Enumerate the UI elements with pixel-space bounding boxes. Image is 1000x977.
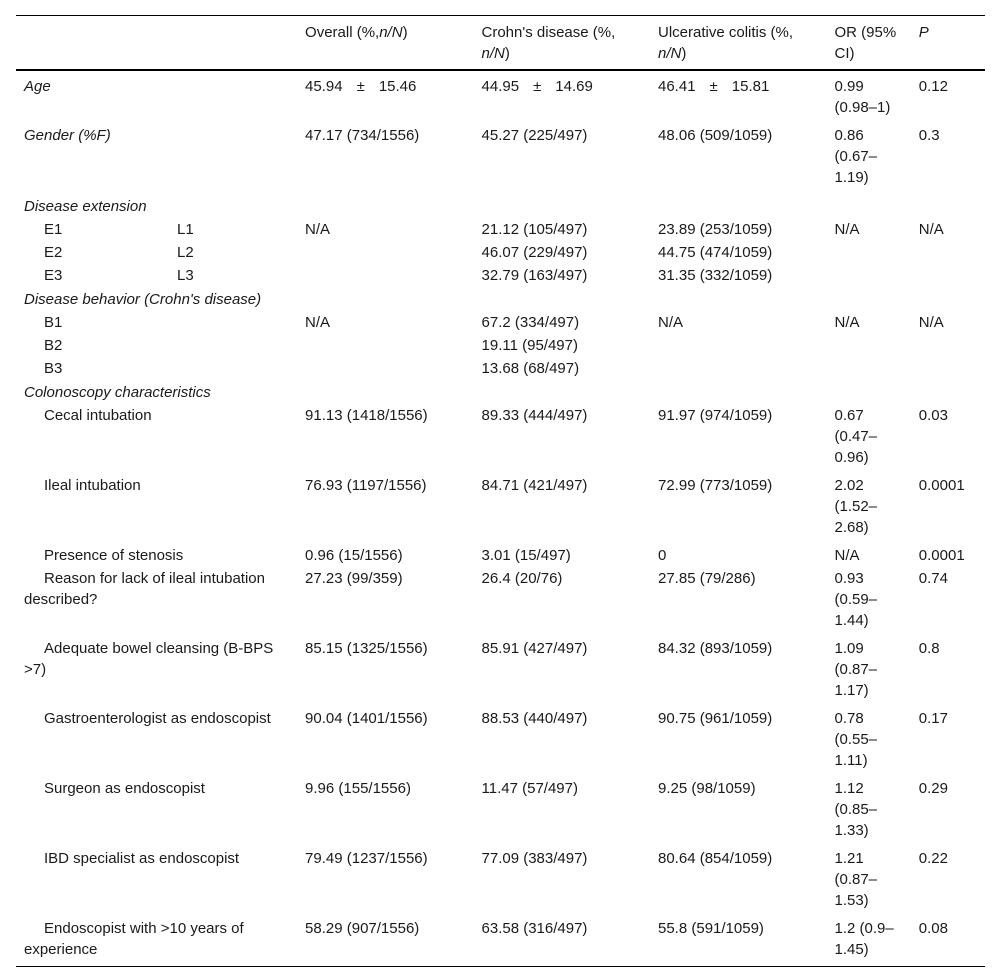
cell-or: N/A: [834, 221, 860, 238]
cell-or: [826, 264, 910, 287]
cell-p: 0.3: [918, 127, 940, 144]
row-label: B2: [44, 337, 63, 354]
header-p: P: [918, 24, 929, 41]
cell-uc: 55.8 (591/1059): [658, 920, 764, 937]
row-label: Cecal intubation: [44, 407, 152, 424]
cell-crohn: 88.53 (440/497): [481, 710, 588, 727]
cell-uc: 84.32 (893/1059): [658, 640, 773, 657]
cell-p: 0.0001: [918, 477, 965, 494]
table-row-stenosis: [16, 544, 985, 567]
table-row-behavior-1: [16, 311, 985, 334]
cell-crohn: 63.58 (316/497): [481, 920, 588, 937]
cell-crohn: 85.91 (427/497): [481, 640, 588, 657]
cell-p: N/A: [918, 221, 944, 238]
cell-crohn: 44.95 ± 14.69: [481, 78, 593, 95]
cell-crohn: 21.12 (105/497): [481, 221, 588, 238]
section-label: Disease behavior (Crohn's disease): [24, 291, 262, 308]
cell-or: [826, 357, 910, 380]
table-row-reason-ileal: [16, 567, 985, 637]
row-label: Gender (%F): [24, 127, 111, 144]
row-label: B1: [44, 314, 63, 331]
cell-or: [826, 334, 910, 357]
cell-overall: N/A: [305, 314, 331, 331]
cell-crohn: 45.27 (225/497): [481, 127, 588, 144]
row-label: Endoscopist with >10 years of experience: [24, 920, 244, 958]
cell-p: 0.0001: [918, 547, 965, 564]
cell-crohn: 89.33 (444/497): [481, 407, 588, 424]
header-uc: Ulcerative colitis (%, n/N): [658, 24, 794, 62]
row-label: B3: [44, 360, 63, 377]
cell-overall: 85.15 (1325/1556): [305, 640, 428, 657]
cell-or: [826, 241, 910, 264]
cell-overall: 58.29 (907/1556): [305, 920, 420, 937]
table-row-extension-3: [16, 264, 985, 287]
section-label: Disease extension: [24, 198, 147, 215]
cell-p: N/A: [918, 314, 944, 331]
table-row-experience: [16, 917, 985, 967]
section-label: Colonoscopy characteristics: [24, 384, 211, 401]
cell-p: 0.8: [918, 640, 940, 657]
cell-overall: 27.23 (99/359): [305, 570, 403, 587]
cell-overall: [297, 264, 473, 287]
cell-uc: 46.41 ± 15.81: [658, 78, 770, 95]
cell-overall: 76.93 (1197/1556): [305, 477, 427, 494]
row-label: Presence of stenosis: [44, 547, 184, 564]
cell-p: 0.29: [918, 780, 948, 797]
cell-p: [911, 357, 985, 380]
characteristics-table-container: [16, 15, 985, 967]
table-row-gastroenterologist: [16, 707, 985, 777]
cell-uc: 31.35 (332/1059): [658, 267, 773, 284]
cell-uc: 48.06 (509/1059): [658, 127, 773, 144]
cell-crohn: 19.11 (95/497): [481, 337, 578, 354]
section-colonoscopy: [16, 380, 985, 404]
row-label: Ileal intubation: [44, 477, 141, 494]
cell-crohn: 84.71 (421/497): [481, 477, 588, 494]
cell-or: 1.2 (0.9–1.45): [834, 920, 894, 958]
cell-crohn: 11.47 (57/497): [481, 780, 578, 797]
row-label: Adequate bowel cleansing (B-BPS >7): [24, 640, 274, 678]
cell-crohn: 46.07 (229/497): [481, 244, 588, 261]
cell-uc: N/A: [658, 314, 684, 331]
cell-overall: 0.96 (15/1556): [305, 547, 403, 564]
header-overall: Overall (%,n/N): [305, 24, 408, 41]
cell-overall: 45.94 ± 15.46: [305, 78, 417, 95]
cell-or: 1.12 (0.85–1.33): [834, 780, 878, 839]
cell-p: [911, 264, 985, 287]
cell-uc: 72.99 (773/1059): [658, 477, 773, 494]
table-row-age: [16, 70, 985, 124]
cell-overall: 90.04 (1401/1556): [305, 710, 428, 727]
cell-crohn: 32.79 (163/497): [481, 267, 588, 284]
table-row-ileal-intubation: [16, 474, 985, 544]
cell-or: 0.93 (0.59–1.44): [834, 570, 878, 629]
row-label: E1 L1: [44, 221, 194, 238]
table-header-row: [16, 16, 985, 71]
cell-overall: 9.96 (155/1556): [305, 780, 411, 797]
cell-uc: 23.89 (253/1059): [658, 221, 773, 238]
cell-overall: N/A: [305, 221, 331, 238]
cell-p: 0.22: [918, 850, 948, 867]
section-disease-behavior: [16, 287, 985, 311]
cell-uc: [650, 357, 826, 380]
cell-uc: 9.25 (98/1059): [658, 780, 756, 797]
cell-uc: 27.85 (79/286): [658, 570, 756, 587]
cell-p: 0.17: [918, 710, 948, 727]
cell-overall: 79.49 (1237/1556): [305, 850, 428, 867]
cell-uc: [650, 334, 826, 357]
cell-or: N/A: [834, 547, 860, 564]
header-blank: [16, 16, 297, 71]
row-label: IBD specialist as endoscopist: [44, 850, 240, 867]
cell-or: 0.67 (0.47–0.96): [834, 407, 878, 466]
row-label: E3 L3: [44, 267, 194, 284]
cell-uc: 90.75 (961/1059): [658, 710, 773, 727]
cell-uc: 80.64 (854/1059): [658, 850, 773, 867]
header-or: OR (95% CI): [834, 24, 897, 62]
cell-overall: 91.13 (1418/1556): [305, 407, 428, 424]
cell-overall: [297, 334, 473, 357]
table-row-behavior-3: [16, 357, 985, 380]
cell-or: N/A: [834, 314, 860, 331]
row-label: Reason for lack of ileal intubation described?: [24, 570, 265, 608]
cell-or: 0.86 (0.67–1.19): [834, 127, 878, 186]
cell-p: [911, 241, 985, 264]
table-row-extension-2: [16, 241, 985, 264]
table-row-cecal-intubation: [16, 404, 985, 474]
cell-p: 0.12: [918, 78, 948, 95]
cell-uc: 44.75 (474/1059): [658, 244, 773, 261]
section-disease-extension: [16, 194, 985, 218]
cell-or: 2.02 (1.52–2.68): [834, 477, 878, 536]
cell-or: 0.78 (0.55–1.11): [834, 710, 878, 769]
table-row-bowel-cleansing: [16, 637, 985, 707]
cell-uc: 0: [658, 547, 667, 564]
header-crohn: Crohn's disease (%, n/N): [481, 24, 616, 62]
row-label: Gastroenterologist as endoscopist: [44, 710, 271, 727]
cell-p: 0.03: [918, 407, 948, 424]
cell-crohn: 3.01 (15/497): [481, 547, 571, 564]
cell-or: 0.99 (0.98–1): [834, 78, 891, 116]
row-label: Surgeon as endoscopist: [44, 780, 205, 797]
cell-or: 1.09 (0.87–1.17): [834, 640, 878, 699]
cell-p: [911, 334, 985, 357]
characteristics-table: [16, 15, 985, 967]
table-row-behavior-2: [16, 334, 985, 357]
cell-crohn: 77.09 (383/497): [481, 850, 588, 867]
row-label: E2 L2: [44, 244, 194, 261]
cell-crohn: 67.2 (334/497): [481, 314, 580, 331]
table-row-extension-1: [16, 218, 985, 241]
cell-crohn: 13.68 (68/497): [481, 360, 580, 377]
cell-crohn: 26.4 (20/76): [481, 570, 563, 587]
row-label: Age: [24, 78, 51, 95]
cell-or: 1.21 (0.87–1.53): [834, 850, 878, 909]
cell-p: 0.74: [918, 570, 948, 587]
cell-overall: 47.17 (734/1556): [305, 127, 420, 144]
table-row-surgeon: [16, 777, 985, 847]
cell-overall: [297, 357, 473, 380]
cell-overall: [297, 241, 473, 264]
cell-uc: 91.97 (974/1059): [658, 407, 773, 424]
table-row-ibd-specialist: [16, 847, 985, 917]
cell-p: 0.08: [918, 920, 948, 937]
table-row-gender: [16, 124, 985, 194]
